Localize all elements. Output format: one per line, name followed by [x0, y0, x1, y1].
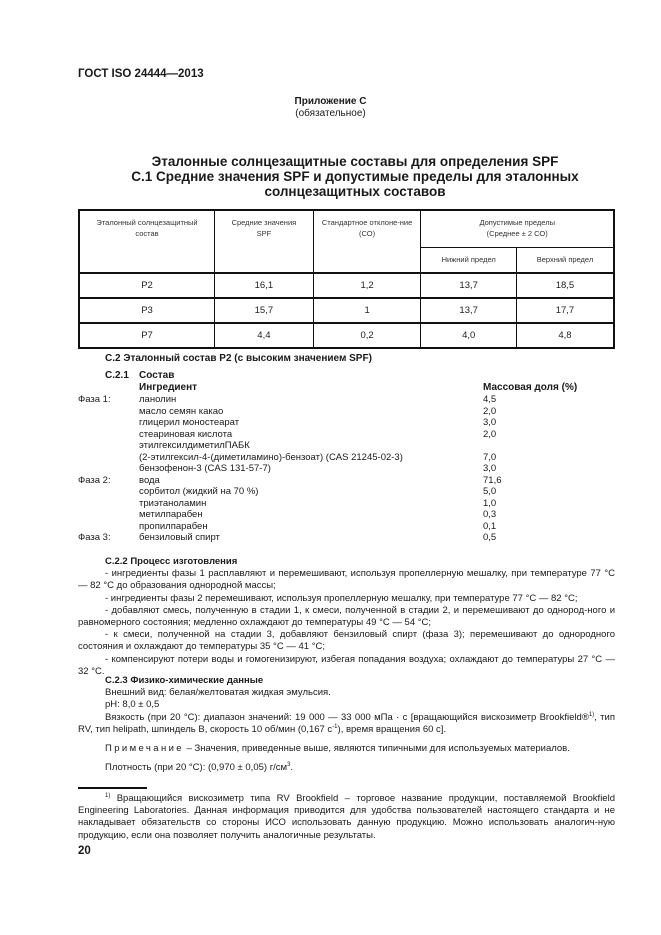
- mass-fraction: 1,0: [483, 497, 497, 509]
- list-item: [0, 440, 661, 451]
- footnote-marker: 1): [105, 792, 111, 799]
- mass-fraction: 0,3: [483, 509, 497, 520]
- cell-name: P7: [79, 323, 215, 348]
- header-standard-deviation: Стандартное отклоне-ние (СО): [313, 210, 421, 273]
- list-item: [0, 486, 661, 497]
- section-c23-title: С.2.3 Физико-химические данные: [105, 675, 264, 686]
- ingredient-name: сорбитол (жидкий на 70 %): [139, 486, 259, 497]
- ingredient-name: пропилпарабен: [139, 520, 208, 532]
- header-mean-spf: Средние значения SPF: [215, 210, 314, 273]
- list-item: [0, 475, 661, 486]
- ingredient-name: масло семян какао: [139, 405, 224, 417]
- ingredient-name: ланолин: [139, 394, 177, 405]
- viscosity-part-2: , тип RV, тип helipath, шпиндель В, скорость 10 об/мин (0,167 с: [78, 711, 615, 735]
- list-item: [0, 417, 661, 428]
- section-c21-number: С.2.1: [105, 370, 129, 381]
- cell-lower: 13,7: [421, 273, 517, 298]
- page-number: 20: [78, 845, 91, 857]
- list-item: [0, 429, 661, 440]
- cell-upper: 4,8: [516, 323, 614, 348]
- mass-fraction: 2,0: [483, 405, 497, 417]
- density-end: .: [290, 762, 294, 774]
- list-item: [0, 509, 661, 520]
- list-item: [0, 406, 661, 417]
- cell-name: P2: [79, 273, 215, 298]
- cell-lower: 13,7: [421, 298, 517, 323]
- title-line-1: Эталонные солнцезащитные составы для определения SPF: [151, 154, 559, 169]
- cell-sd: 0,2: [313, 323, 421, 348]
- phase-label: Фаза 1:: [78, 394, 111, 405]
- footnote-ref: 1): [588, 711, 595, 718]
- header-lower-limit: Нижний предел: [421, 247, 517, 273]
- annex-status: (обязательное): [295, 108, 366, 119]
- mass-fraction: 7,0: [483, 451, 497, 463]
- section-c2-title: С.2 Эталонный состав Р2 (с высоким значением SPF): [105, 353, 372, 364]
- process-step: - ингредиенты фазы 2 перемешивают, используя пропеллерную мешалку, при температуре 77 °С — 82 °С;: [105, 592, 578, 604]
- section-c22-title: С.2.2 Процесс изготовления: [105, 556, 238, 567]
- note-text: – Значения, приведенные выше, являются типичными для используемых материалов.: [184, 743, 570, 755]
- ingredient-name: триэтаноламин: [139, 497, 207, 509]
- mass-fraction: 4,5: [483, 394, 497, 405]
- ingredient-column-header: Ингредиент: [139, 382, 198, 393]
- list-item: [0, 532, 661, 543]
- page-title: [60, 154, 650, 199]
- phase-label: Фаза 2:: [78, 474, 111, 486]
- cell-mean: 16,1: [215, 273, 314, 298]
- mass-fraction: 5,0: [483, 486, 497, 497]
- annex-title: Приложение С: [294, 96, 367, 107]
- mass-fraction: 2,0: [483, 428, 497, 440]
- ingredient-name: стеариновая кислота: [139, 428, 233, 440]
- mass-fraction: 3,0: [483, 463, 497, 474]
- cell-mean: 15,7: [215, 298, 314, 323]
- header-acceptance-limits-sub: (Среднее ± 2 СО): [486, 229, 548, 238]
- title-line-2: С.1 Средние значения SPF и допустимые пределы для эталонных: [131, 169, 579, 184]
- cell-upper: 17,7: [516, 298, 614, 323]
- ingredient-name: (2-этилгексил-4-(диметиламино)-бензоат) (CAS 21245-02-3): [139, 451, 403, 463]
- cell-sd: 1: [313, 298, 421, 323]
- section-c21-label: Состав: [139, 370, 175, 381]
- mass-fraction: 0,5: [483, 532, 497, 543]
- ingredient-name: этилгексилдиметилПАБК: [139, 440, 250, 451]
- mass-fraction: 71,6: [483, 474, 502, 486]
- mass-fraction: 0,1: [483, 520, 497, 532]
- density-value: Плотность (при 20 °С): (0,970 ± 0,05) г/см: [105, 762, 288, 774]
- ingredient-name: метилпарабен: [139, 509, 203, 520]
- footnote-divider: [78, 787, 147, 789]
- footnote: [78, 793, 615, 842]
- header-acceptance-limits: [421, 210, 614, 247]
- table-row: [79, 323, 614, 348]
- density-text: [78, 762, 615, 774]
- mass-fraction: 3,0: [483, 417, 497, 428]
- cell-name: P3: [79, 298, 215, 323]
- process-step: - компенсируют потери воды и гомогенизируют, избегая попадания воздуха; охлаждают до температуры 27 °С — 32 °С.: [78, 653, 615, 677]
- header-acceptance-limits-label: Допустимые пределы: [479, 218, 555, 227]
- section-c22: [78, 556, 615, 678]
- ingredient-name: вода: [139, 474, 160, 486]
- process-step: - ингредиенты фазы 1 расплавляют и перемешивают, используя пропеллерную мешалку, при температуре 77 °С — 82 °С до образования однородной массы;: [78, 568, 615, 592]
- ingredient-name: бензиловый спирт: [139, 532, 220, 543]
- table-row: [79, 273, 614, 298]
- header-reference-formulation: Эталонный солнцезащитный состав: [79, 210, 215, 273]
- table-row: [79, 298, 614, 323]
- viscosity-part-3: ), время вращения 60 с].: [337, 723, 447, 735]
- appearance-text: Внешний вид: белая/желтоватая жидкая эмульсия.: [105, 687, 331, 699]
- exponent: -1: [332, 723, 338, 730]
- list-item: [0, 498, 661, 509]
- process-step: - к смеси, полученной на стадии 3, добавляют бензиловый спирт (фаза 3); перемешивают до однородного состояния и охлаждают до температуры 35 °С — 41 °С;: [78, 629, 615, 653]
- list-item: [0, 521, 661, 532]
- cell-mean: 4,4: [215, 323, 314, 348]
- note-label: Примечание: [105, 743, 184, 755]
- standard-code: ГОСТ ISO 24444—2013: [78, 68, 204, 80]
- viscosity-text: [78, 712, 615, 736]
- ph-text: pH: 8,0 ± 0,5: [105, 699, 160, 711]
- note: [78, 743, 615, 755]
- list-item: [0, 463, 661, 474]
- exponent: 3: [287, 762, 291, 769]
- list-item: [0, 452, 661, 463]
- cell-upper: 18,5: [516, 273, 614, 298]
- section-c23: [78, 675, 615, 774]
- header-upper-limit: Верхний предел: [516, 247, 614, 273]
- phase-label: Фаза 3:: [78, 532, 111, 543]
- title-line-3: солнцезащитных составов: [264, 184, 446, 199]
- ingredient-name: глицерил моностеарат: [139, 417, 240, 428]
- list-item: [0, 394, 661, 405]
- spf-limits-table: [78, 209, 615, 349]
- cell-sd: 1,2: [313, 273, 421, 298]
- annex-heading: [0, 96, 661, 120]
- cell-lower: 4,0: [421, 323, 517, 348]
- ingredient-name: бензофенон-3 (CAS 131-57-7): [139, 463, 271, 474]
- mass-fraction-column-header: Массовая доля (%): [483, 382, 578, 393]
- footnote-text: Вращающийся вискозиметр типа RV Brookfield – торговое название продукции, поставляемой Brookfield Engineering Laboratories. Данная информация приводится для удобства пользователей настоящего стандарта и не накладывает обязательств со стороны ИСО использовать данную продукцию. Можно использовать аналогич-ную продукцию, если она позволяет получить аналогичные результаты.: [78, 793, 615, 841]
- process-step: - добавляют смесь, полученную в стадии 1, к смеси, полученной в стадии 2, и перемешивают до однород-ного и равномерного состояния; медленно охлаждают до температуры 49 °С — 54 °С;: [78, 604, 615, 629]
- viscosity-part-1: Вязкость (при 20 °С): диапазон значений: 19 000 — 33 000 мПа · с [вращающийся вискозиметр Brookfield®: [105, 711, 589, 723]
